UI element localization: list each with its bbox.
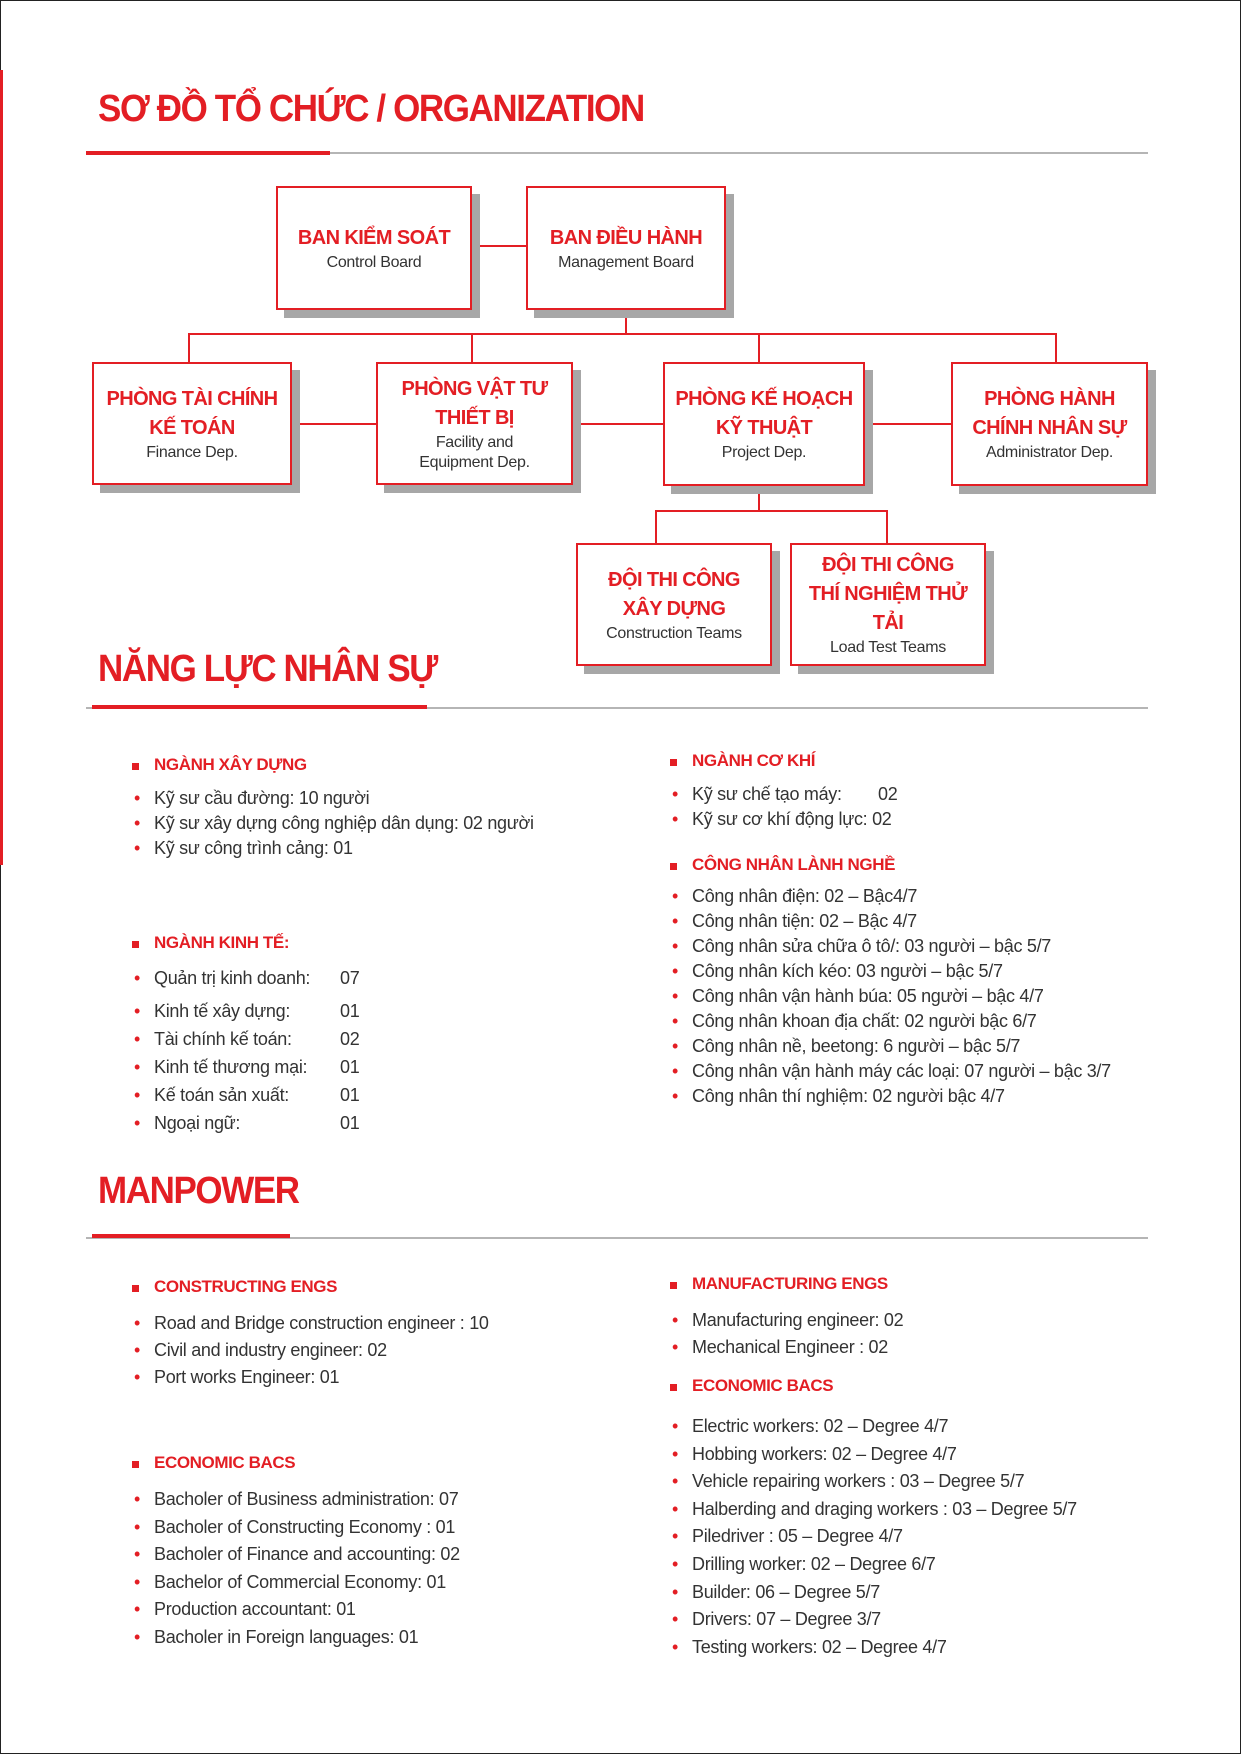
capacity-section-title: NĂNG LỰC NHÂN SỰ — [98, 648, 437, 690]
manpower-constructing-block — [128, 1276, 489, 1391]
org-box-finance-dep — [92, 362, 292, 485]
org-section-title: SƠ ĐỒ TỔ CHỨC / ORGANIZATION — [98, 88, 644, 130]
item-value: 01 — [340, 1001, 360, 1021]
item-value: 02 — [340, 1029, 360, 1049]
org-box-subtitle: Construction Teams — [606, 624, 742, 642]
item-label: Kinh tế xây dựng: — [154, 1001, 291, 1021]
connector-fac-proj — [573, 423, 663, 425]
org-box-title: BAN KIỂM SOÁT — [297, 226, 451, 249]
org-box-subtitle: Project Dep. — [721, 444, 807, 461]
list-item: • Builder: 06 – Degree 5/7 — [666, 1579, 1077, 1607]
org-box-construction-teams — [576, 543, 772, 666]
org-box-load-test-teams — [790, 543, 986, 666]
item-value: 07 — [340, 968, 360, 988]
manpower-economic-right-heading: ECONOMIC BACS — [666, 1375, 1077, 1397]
list-item: • Công nhân sửa chữa ô tô/: 03 người – bậc 5/7 — [666, 934, 1111, 959]
item-value: 01 — [340, 1057, 360, 1077]
org-box-control-board — [276, 186, 472, 310]
manpower-title-accent — [92, 1234, 290, 1238]
connector-dept-bus — [188, 333, 1056, 335]
list-item: • Hobbing workers: 02 – Degree 4/7 — [666, 1441, 1077, 1469]
item-label: Kỹ sư cơ khí động lực: 02 — [692, 809, 892, 829]
item-label: Kế toán sản xuất: — [154, 1085, 289, 1105]
connector-project — [758, 333, 760, 362]
list-item: • Vehicle repairing workers : 03 – Degree 5/7 — [666, 1468, 1077, 1496]
capacity-mechanical-block — [666, 750, 898, 832]
list-item: • Kỹ sư công trình cảng: 01 — [128, 836, 534, 861]
list-item: • Bacholer of Business administration: 07 — [128, 1486, 460, 1514]
list-item — [128, 1083, 360, 1108]
manpower-manufacturing-block — [666, 1273, 903, 1361]
org-box-subtitle: Management Board — [558, 253, 694, 271]
list-item: • Công nhân tiện: 02 – Bậc 4/7 — [666, 909, 1111, 934]
list-item: • Bacholer in Foreign languages: 01 — [128, 1624, 460, 1652]
list-item — [128, 1027, 360, 1052]
list-item: • Công nhân vận hành máy các loại: 07 người – bậc 3/7 — [666, 1059, 1111, 1084]
list-item: • Piledriver : 05 – Degree 4/7 — [666, 1523, 1077, 1551]
list-item: • Manufacturing engineer: 02 — [666, 1307, 903, 1334]
list-item: • Drilling worker: 02 – Degree 6/7 — [666, 1551, 1077, 1579]
org-box-title: PHÒNG KẾ HOẠCH KỸ THUẬT — [675, 388, 853, 439]
item-value: 01 — [340, 1085, 360, 1105]
list-item: • Bachelor of Commercial Economy: 01 — [128, 1569, 460, 1597]
org-box-management-board — [526, 186, 726, 310]
side-accent-bar — [0, 70, 3, 865]
list-item: • Công nhân vận hành búa: 05 người – bậc 4/7 — [666, 984, 1111, 1009]
manpower-economic-right-block — [666, 1375, 1077, 1661]
list-item — [128, 1055, 360, 1080]
list-item: • Electric workers: 02 – Degree 4/7 — [666, 1413, 1077, 1441]
list-item: • Road and Bridge construction engineer : 10 — [128, 1310, 489, 1337]
capacity-construction-heading: NGÀNH XÂY DỰNG — [128, 754, 534, 776]
list-item: • Công nhân kích kéo: 03 người – bậc 5/7 — [666, 959, 1111, 984]
list-item — [666, 782, 898, 807]
org-box-title: ĐỘI THI CÔNG XÂY DỰNG — [608, 568, 740, 620]
list-item — [128, 1111, 360, 1136]
list-item — [128, 999, 360, 1024]
org-box-title: PHÒNG HÀNH CHÍNH NHÂN SỰ — [972, 388, 1127, 439]
capacity-mechanical-heading: NGÀNH CƠ KHÍ — [666, 750, 892, 772]
capacity-construction-block — [128, 754, 534, 861]
org-box-title: PHÒNG VẬT TƯ THIẾT BỊ — [401, 377, 548, 429]
org-box-subtitle: Finance Dep. — [146, 443, 238, 461]
org-box-facility-dep — [376, 362, 573, 485]
org-box-subtitle: Administrator Dep. — [985, 444, 1114, 461]
connector-finance — [188, 333, 190, 362]
org-box-title: ĐỘI THI CÔNG THÍ NGHIỆM THỬ TẢI — [808, 554, 968, 634]
list-item: • Production accountant: 01 — [128, 1596, 460, 1624]
org-box-subtitle: Control Board — [326, 253, 422, 271]
list-item: • Testing workers: 02 – Degree 4/7 — [666, 1634, 1077, 1662]
item-label: Ngoại ngữ: — [154, 1113, 241, 1133]
list-item: • Bacholer of Finance and accounting: 02 — [128, 1541, 460, 1569]
org-box-admin-dep — [951, 362, 1148, 486]
org-box-title: PHÒNG TÀI CHÍNH KẾ TOÁN — [106, 387, 278, 439]
list-item: • Halberding and draging workers : 03 – Degree 5/7 — [666, 1496, 1077, 1524]
connector-top-boards — [472, 245, 526, 247]
capacity-title-accent — [92, 705, 427, 709]
item-label: Kỹ sư chế tạo máy: — [692, 784, 842, 804]
list-item: • Kỹ sư xây dựng công nghiệp dân dụng: 02 người — [128, 811, 534, 836]
manpower-section-title: MANPOWER — [98, 1170, 299, 1212]
connector-facility — [471, 333, 473, 362]
org-box-title: BAN ĐIỀU HÀNH — [549, 226, 703, 249]
item-value: 02 — [878, 784, 898, 804]
list-item — [666, 807, 892, 832]
list-item: • Công nhân thí nghiệm: 02 người bậc 4/7 — [666, 1084, 1111, 1109]
manpower-manufacturing-heading: MANUFACTURING ENGS — [666, 1273, 903, 1295]
connector-admin — [1055, 333, 1057, 362]
item-value: 01 — [340, 1113, 360, 1133]
item-label: Kinh tế thương mại: — [154, 1057, 308, 1077]
list-item: • Công nhân khoan địa chất: 02 người bậc 6/7 — [666, 1009, 1111, 1034]
manpower-economic-left-heading: ECONOMIC BACS — [128, 1452, 460, 1474]
connector-mgmt-down — [625, 308, 627, 334]
item-label: Quản trị kinh doanh: — [154, 968, 311, 988]
manpower-economic-left-block — [128, 1452, 460, 1652]
capacity-economics-heading: NGÀNH KINH TẾ: — [128, 932, 310, 954]
org-box-subtitle: Load Test Teams — [830, 639, 946, 656]
connector-fin-fac — [292, 423, 376, 425]
list-item: • Công nhân điện: 02 – Bậc4/7 — [666, 884, 1111, 909]
capacity-skilled-block — [666, 854, 1111, 1109]
item-label: Tài chính kế toán: — [154, 1029, 292, 1049]
connector-construction — [655, 510, 657, 543]
list-item: • Bacholer of Constructing Economy : 01 — [128, 1514, 460, 1542]
connector-loadtest — [886, 510, 888, 543]
list-item: • Drivers: 07 – Degree 3/7 — [666, 1606, 1077, 1634]
list-item: • Port works Engineer: 01 — [128, 1364, 489, 1391]
list-item: • Civil and industry engineer: 02 — [128, 1337, 489, 1364]
org-box-subtitle: Facility and Equipment Dep. — [419, 433, 530, 471]
list-item: • Công nhân nề, beetong: 6 người – bậc 5/7 — [666, 1034, 1111, 1059]
connector-project-down — [758, 486, 760, 511]
list-item: • Mechanical Engineer : 02 — [666, 1334, 903, 1361]
capacity-economics-block — [128, 932, 360, 1136]
list-item: • Kỹ sư cầu đường: 10 người — [128, 786, 534, 811]
connector-proj-admin — [865, 423, 951, 425]
org-title-accent — [86, 151, 330, 155]
connector-team-bus — [655, 510, 888, 512]
capacity-skilled-heading: CÔNG NHÂN LÀNH NGHỀ — [666, 854, 1111, 876]
list-item — [128, 966, 360, 991]
org-box-project-dep — [663, 362, 865, 486]
manpower-constructing-heading: CONSTRUCTING ENGS — [128, 1276, 489, 1298]
